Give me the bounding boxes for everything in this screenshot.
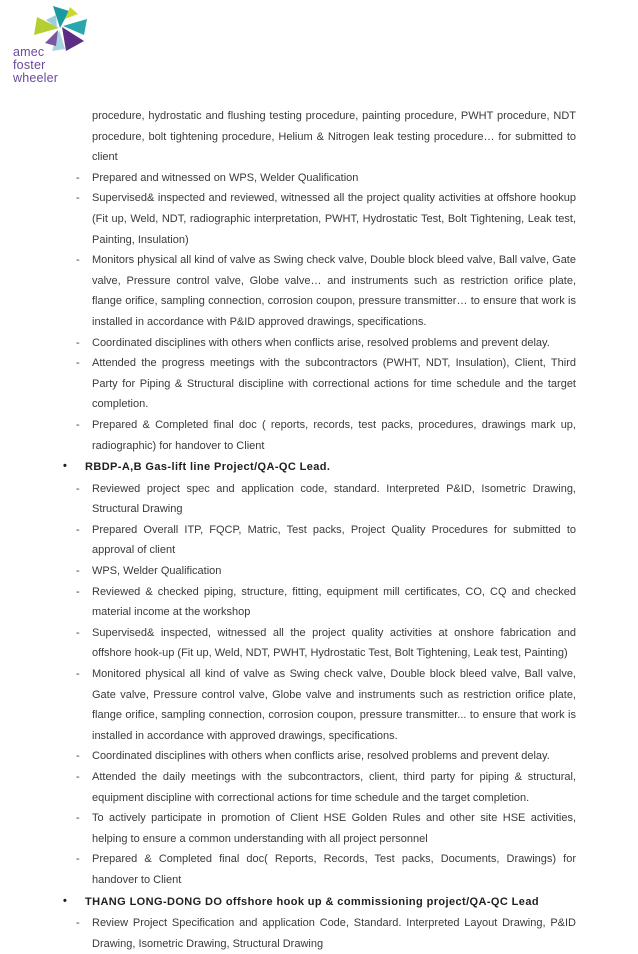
list-item-text: Supervised& inspected and reviewed, witnessed all the project quality activities at offshore hookup (Fit up, Weld, NDT, radiographic interpretation, PWHT, Hydrostatic Test, Bolt Tightening, Leak test, Painting, Insulation): [92, 192, 576, 246]
dash-bullet: -: [76, 192, 80, 205]
dash-bullet: -: [76, 771, 80, 783]
list-item: [76, 250, 576, 332]
dash-bullet: -: [76, 565, 80, 578]
list-item-text: Reviewed & checked piping, structure, fitting, equipment mill certificates, CO, CQ and checked material income at the workshop: [92, 585, 576, 619]
list-item-text: WPS, Welder Qualification: [92, 565, 222, 578]
duty-list-2: [76, 479, 576, 891]
list-item: [76, 168, 576, 189]
list-item-text: Attended the daily meetings with the subcontractors, client, third party for piping & structural, equipment discipline with correctional actions for time schedule and the target completion.: [92, 771, 576, 804]
dot-bullet: •: [63, 460, 67, 473]
list-item: [76, 746, 576, 767]
duty-list-1: [76, 168, 576, 456]
list-item: [76, 849, 576, 890]
list-item-text: Review Project Specification and application Code, Standard. Interpreted Layout Drawing, P&ID Drawing, Isometric Drawing, Structural Drawing: [92, 917, 576, 950]
list-item-text: Coordinated disciplines with others when conflicts arise, resolved problems and prevent delay.: [92, 336, 550, 349]
dash-bullet: -: [76, 482, 80, 495]
list-item-text: Prepared and witnessed on WPS, Welder Qualification: [92, 171, 359, 184]
resume-content: [63, 106, 576, 954]
list-item: [76, 623, 576, 664]
logo-word-wheeler: wheeler: [13, 71, 59, 85]
duty-list-3: [76, 913, 576, 954]
list-item: [76, 913, 576, 954]
list-item: [76, 353, 576, 415]
dash-bullet: -: [76, 812, 80, 825]
list-item-text: Monitored physical all kind of valve as Swing check valve, Double block bleed valve, Ball valve, Gate valve, Pressure control valve, Globe valve and instruments such as restriction orifice plate, flange orifice, sampling connection, corrosion coupon, pressure transmitter... to ensure that work is installed in accordance with approved drawings, specifications.: [92, 668, 576, 742]
project-heading-text: THANG LONG-DONG DO offshore hook up & commissioning project/QA-QC Lead: [85, 895, 539, 908]
dash-bullet: -: [76, 853, 80, 866]
continuation-paragraph: procedure, hydrostatic and flushing testing procedure, painting procedure, PWHT procedure, NDT procedure, bolt tightening procedure, Helium & Nitrogen leak testing procedure… for submitted to client: [92, 110, 576, 164]
list-item-text: To actively participate in promotion of Client HSE Golden Rules and other site HSE activities, helping to ensure a common understanding with all project personnel: [92, 812, 576, 845]
dash-bullet: -: [76, 254, 80, 267]
dash-bullet: -: [76, 523, 80, 536]
list-item: [76, 561, 576, 582]
dash-bullet: -: [76, 336, 80, 349]
list-item: [76, 188, 576, 250]
dash-bullet: -: [76, 626, 80, 639]
list-item: [76, 415, 576, 456]
list-item-text: Supervised& inspected, witnessed all the project quality activities at onshore fabrication and offshore hook-up (Fit up, Weld, NDT, PWHT, Hydrostatic Test, Bolt Tightening, Leak test, Painting): [92, 626, 576, 660]
logo-word-amec: amec: [13, 45, 45, 59]
list-item-text: Prepared & Completed final doc( Reports, Records, Test packs, Documents, Drawings) for handover to Client: [92, 853, 576, 886]
dash-bullet: -: [76, 917, 80, 930]
list-item-text: Prepared & Completed final doc ( reports, records, test packs, procedures, drawings mark up, radiographic) for handover to Client: [92, 418, 576, 452]
list-item: [76, 582, 576, 623]
dash-bullet: -: [76, 750, 80, 763]
dash-bullet: -: [76, 668, 80, 681]
dash-bullet: -: [76, 171, 80, 184]
company-logo: [13, 4, 113, 85]
list-item: [76, 808, 576, 849]
dot-bullet: •: [63, 894, 67, 907]
list-item: [76, 520, 576, 561]
list-item-text: Prepared Overall ITP, FQCP, Matric, Test packs, Project Quality Procedures for submitted to approval of client: [92, 523, 576, 557]
project-heading-rbdp: [63, 457, 576, 478]
dash-bullet: -: [76, 357, 80, 370]
list-item: [76, 767, 576, 808]
list-item: [76, 333, 576, 354]
list-item-text: Monitors physical all kind of valve as Swing check valve, Double block bleed valve, Ball valve, Gate valve, Pressure control valve, Globe valve… and instruments such as restriction orifice plate, flange orifice, sampling connection, corrosion coupon, pressure transmitter… to ensure that work is installed in accordance with P&ID approved drawings, specifications.: [92, 254, 576, 328]
list-item-text: Reviewed project spec and application code, standard. Interpreted P&ID, Isometric Drawing, Structural Drawing: [92, 482, 576, 516]
list-item-text: Coordinated disciplines with others when conflicts arise, resolved problems and prevent delay.: [92, 750, 550, 763]
list-item-text: Attended the progress meetings with the subcontractors (PWHT, NDT, Insulation), Client, Third Party for Piping & Structural discipline with correctional actions for time schedule and the target completion.: [92, 357, 576, 411]
dash-bullet: -: [76, 418, 80, 431]
project-heading-text: RBDP-A,B Gas-lift line Project/QA-QC Lead.: [85, 461, 331, 474]
list-item: [76, 479, 576, 520]
list-item: [76, 664, 576, 746]
logo-wordmark: [13, 46, 113, 85]
logo-word-foster: foster: [13, 58, 46, 72]
dash-bullet: -: [76, 585, 80, 598]
